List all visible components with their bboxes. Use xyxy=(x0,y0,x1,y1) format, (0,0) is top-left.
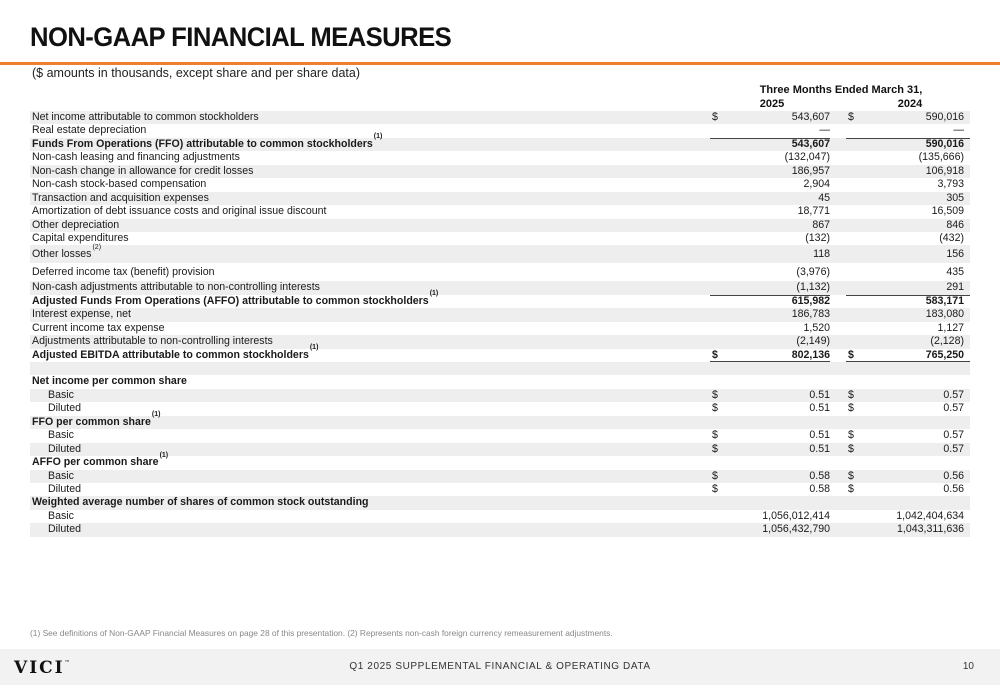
currency-symbol-2024: $ xyxy=(848,111,854,123)
row-label xyxy=(32,165,253,178)
value-2025: 0.51 xyxy=(809,402,830,415)
total-rule-2025 xyxy=(710,138,830,139)
table-row xyxy=(30,443,970,456)
table-row xyxy=(30,205,970,218)
row-label xyxy=(32,178,206,191)
row-label xyxy=(32,232,129,245)
value-2025: 802,136 xyxy=(791,348,830,361)
currency-symbol-2024: $ xyxy=(848,402,854,415)
table-row xyxy=(30,124,970,137)
table-row xyxy=(30,344,970,362)
value-2025: 0.51 xyxy=(809,429,830,442)
row-label xyxy=(48,523,81,536)
row-label-text: Diluted xyxy=(48,523,81,536)
value-2025: 186,957 xyxy=(791,164,830,177)
row-label xyxy=(32,245,101,263)
row-label-text: Non-cash stock-based compensation xyxy=(32,178,207,191)
value-2025: — xyxy=(819,124,830,137)
value-2024: 590,016 xyxy=(925,137,964,150)
value-2024: 0.57 xyxy=(943,429,964,442)
currency-symbol-2024: $ xyxy=(848,482,854,495)
table-row xyxy=(30,470,970,483)
table-row xyxy=(30,402,970,415)
value-2024: 0.57 xyxy=(943,402,964,415)
row-label-text: Basic xyxy=(48,469,74,482)
value-2025: 18,771 xyxy=(797,205,830,218)
row-label xyxy=(32,192,209,205)
table-row xyxy=(30,362,970,375)
value-2024: — xyxy=(953,124,964,137)
table-row xyxy=(30,375,970,388)
currency-symbol-2024: $ xyxy=(848,442,854,455)
value-2025: (132) xyxy=(805,231,830,244)
value-2024: 16,509 xyxy=(931,205,964,218)
table-row xyxy=(30,232,970,245)
currency-symbol-2025: $ xyxy=(712,111,718,123)
year-header-2024: 2024 xyxy=(897,98,923,110)
row-label-text: Capital expenditures xyxy=(32,231,129,244)
value-2025: 45 xyxy=(818,191,830,204)
table-row xyxy=(30,483,970,496)
row-label xyxy=(32,111,259,124)
table-row xyxy=(30,165,970,178)
total-rule-2024 xyxy=(846,295,970,296)
value-2024: 156 xyxy=(946,248,964,261)
row-label-text: Amortization of debt issuance costs and original issue discount xyxy=(32,205,327,218)
value-2024: 0.57 xyxy=(943,388,964,401)
table-row xyxy=(30,281,970,294)
table-row xyxy=(30,290,970,308)
row-label-text: Basic xyxy=(48,388,74,401)
table-row xyxy=(30,389,970,402)
value-2025: 543,607 xyxy=(791,111,830,123)
currency-symbol-2025: $ xyxy=(712,429,718,442)
value-2025: 867 xyxy=(812,218,830,231)
year-header-2025: 2025 xyxy=(759,98,785,110)
table-row xyxy=(30,308,970,321)
value-2024: 765,250 xyxy=(925,348,964,361)
financial-table xyxy=(30,111,970,537)
table-row xyxy=(30,219,970,232)
total-rule-2024 xyxy=(846,138,970,139)
table-row xyxy=(30,429,970,442)
currency-symbol-2025: $ xyxy=(712,402,718,415)
row-label xyxy=(32,322,165,335)
units-subtitle: ($ amounts in thousands, except share and per share data) xyxy=(32,66,360,80)
value-2024: 846 xyxy=(946,218,964,231)
row-label xyxy=(48,470,74,483)
row-label-text: Net income attributable to common stockholders xyxy=(32,111,259,123)
value-2024: (2,128) xyxy=(930,335,964,348)
footnote: (1) See definitions of Non-GAAP Financial Measures on page 28 of this presentation. (2) Represents non-cash foreign currency remeasurement adjustments. xyxy=(30,628,613,638)
value-2025: 0.51 xyxy=(809,388,830,401)
value-2024: 1,043,311,636 xyxy=(897,523,964,536)
table-row xyxy=(30,111,970,124)
value-2024: 435 xyxy=(946,266,964,279)
table-row xyxy=(30,411,970,429)
table-row xyxy=(30,451,970,469)
currency-symbol-2025: $ xyxy=(712,482,718,495)
footnote-ref: (1) xyxy=(159,451,169,459)
footnote-ref: (1) xyxy=(151,411,161,419)
title-accent-rule xyxy=(0,62,1000,65)
value-2024: 1,127 xyxy=(937,321,964,334)
value-2024: 590,016 xyxy=(925,111,964,123)
row-label-text: Non-cash change in allowance for credit losses xyxy=(32,164,254,177)
row-label-text: Other depreciation xyxy=(32,218,120,231)
currency-symbol-2025: $ xyxy=(712,388,718,401)
table-row xyxy=(30,192,970,205)
footnote-ref: (2) xyxy=(92,243,102,251)
row-label xyxy=(32,205,326,218)
value-2025: (1,132) xyxy=(796,281,830,294)
value-2024: 0.56 xyxy=(943,469,964,482)
value-2025: 186,783 xyxy=(791,308,830,321)
row-label-text: Adjusted EBITDA attributable to common stockholders xyxy=(32,348,309,361)
value-2024: 0.56 xyxy=(943,482,964,495)
page-number: 10 xyxy=(962,661,974,672)
table-row xyxy=(30,133,970,151)
row-label xyxy=(32,411,161,429)
row-label xyxy=(32,281,320,294)
row-label-text: Diluted xyxy=(48,442,81,455)
table-row xyxy=(30,178,970,191)
row-label xyxy=(48,402,81,415)
value-2025: 543,607 xyxy=(791,137,830,150)
row-label xyxy=(32,344,319,362)
row-label-text: Basic xyxy=(48,509,74,522)
row-label-text: Other losses xyxy=(32,248,92,261)
row-label-text: Non-cash adjustments attributable to non-controlling interests xyxy=(32,281,320,294)
value-2025: 118 xyxy=(813,248,830,261)
row-label xyxy=(32,133,383,151)
row-label xyxy=(32,151,240,164)
row-label-text: Diluted xyxy=(48,482,81,495)
value-2024: 3,793 xyxy=(937,178,964,191)
row-label-text: Interest expense, net xyxy=(32,308,131,321)
page-footer xyxy=(0,649,1000,685)
value-2025: 0.58 xyxy=(809,482,830,495)
footnote-ref: (1) xyxy=(309,344,319,352)
table-row xyxy=(30,245,970,263)
value-2024: 583,171 xyxy=(925,294,964,307)
value-2025: 0.58 xyxy=(809,469,830,482)
currency-symbol-2025: $ xyxy=(712,442,718,455)
row-label xyxy=(48,443,81,456)
value-2025: 1,056,012,414 xyxy=(762,509,830,522)
currency-symbol-2025: $ xyxy=(712,348,718,361)
value-2024: 183,080 xyxy=(925,308,964,321)
row-label-text: Basic xyxy=(48,429,74,442)
value-2024: 106,918 xyxy=(925,164,964,177)
row-label-text: Real estate depreciation xyxy=(32,124,147,137)
value-2025: 615,982 xyxy=(791,294,830,307)
table-row xyxy=(30,151,970,164)
currency-symbol-2024: $ xyxy=(848,348,854,361)
row-label-text: Net income per common share xyxy=(32,375,187,388)
table-row xyxy=(30,263,970,281)
row-label-text: Funds From Operations (FFO) attributable to common stockholders xyxy=(32,137,373,150)
value-2024: 1,042,404,634 xyxy=(896,509,964,522)
row-label-text: Adjusted Funds From Operations (AFFO) attributable to common stockholders xyxy=(32,294,429,307)
row-label-text: Diluted xyxy=(48,402,81,415)
value-2024: (135,666) xyxy=(918,151,964,164)
table-row xyxy=(30,510,970,523)
row-label xyxy=(32,375,187,388)
row-label xyxy=(48,510,74,523)
row-label xyxy=(48,389,74,402)
currency-symbol-2024: $ xyxy=(848,429,854,442)
row-label-text: Non-cash leasing and financing adjustments xyxy=(32,151,240,164)
logo-trademark: ™ xyxy=(64,660,70,666)
value-2024: (432) xyxy=(939,231,964,244)
value-2025: 2,904 xyxy=(803,178,830,191)
row-label xyxy=(32,496,369,509)
row-label xyxy=(32,308,131,321)
value-2025: (2,149) xyxy=(796,335,830,348)
row-label-text: Transaction and acquisition expenses xyxy=(32,191,209,204)
footnote-ref: (1) xyxy=(373,133,383,141)
currency-symbol-2024: $ xyxy=(848,469,854,482)
total-rule-2025 xyxy=(710,295,830,296)
row-label xyxy=(48,429,74,442)
row-label-text: Weighted average number of shares of common stock outstanding xyxy=(32,496,369,509)
footnote-ref: (1) xyxy=(429,290,439,298)
currency-symbol-2025: $ xyxy=(712,469,718,482)
logo-text: VICI xyxy=(14,658,65,678)
row-label xyxy=(32,219,119,232)
currency-symbol-2024: $ xyxy=(848,388,854,401)
row-label xyxy=(32,451,169,469)
row-label xyxy=(48,483,81,496)
row-label-text: Deferred income tax (benefit) provision xyxy=(32,266,215,279)
row-label xyxy=(32,124,146,137)
row-label xyxy=(32,263,215,281)
value-2025: (132,047) xyxy=(784,151,830,164)
value-2024: 305 xyxy=(946,191,964,204)
value-2025: 1,056,432,790 xyxy=(762,523,830,536)
page-title: NON-GAAP FINANCIAL MEASURES xyxy=(30,22,452,52)
value-2024: 0.57 xyxy=(943,442,964,455)
value-2025: (3,976) xyxy=(796,266,830,279)
table-row xyxy=(30,523,970,536)
row-label-text: Adjustments attributable to non-controlling interests xyxy=(32,335,273,348)
row-label-text: Current income tax expense xyxy=(32,321,165,334)
period-header: Three Months Ended March 31, xyxy=(759,84,923,96)
value-2024: 291 xyxy=(946,281,964,294)
table-row xyxy=(30,322,970,335)
row-label xyxy=(32,335,273,348)
row-label-text: FFO per common share xyxy=(32,415,151,428)
row-label-text: AFFO per common share xyxy=(32,456,159,469)
value-2025: 0.51 xyxy=(809,442,830,455)
row-label xyxy=(32,290,439,308)
table-row xyxy=(30,335,970,348)
footer-title: Q1 2025 SUPPLEMENTAL FINANCIAL & OPERATING DATA xyxy=(349,661,651,672)
value-2025: 1,520 xyxy=(803,321,830,334)
table-row xyxy=(30,496,970,509)
